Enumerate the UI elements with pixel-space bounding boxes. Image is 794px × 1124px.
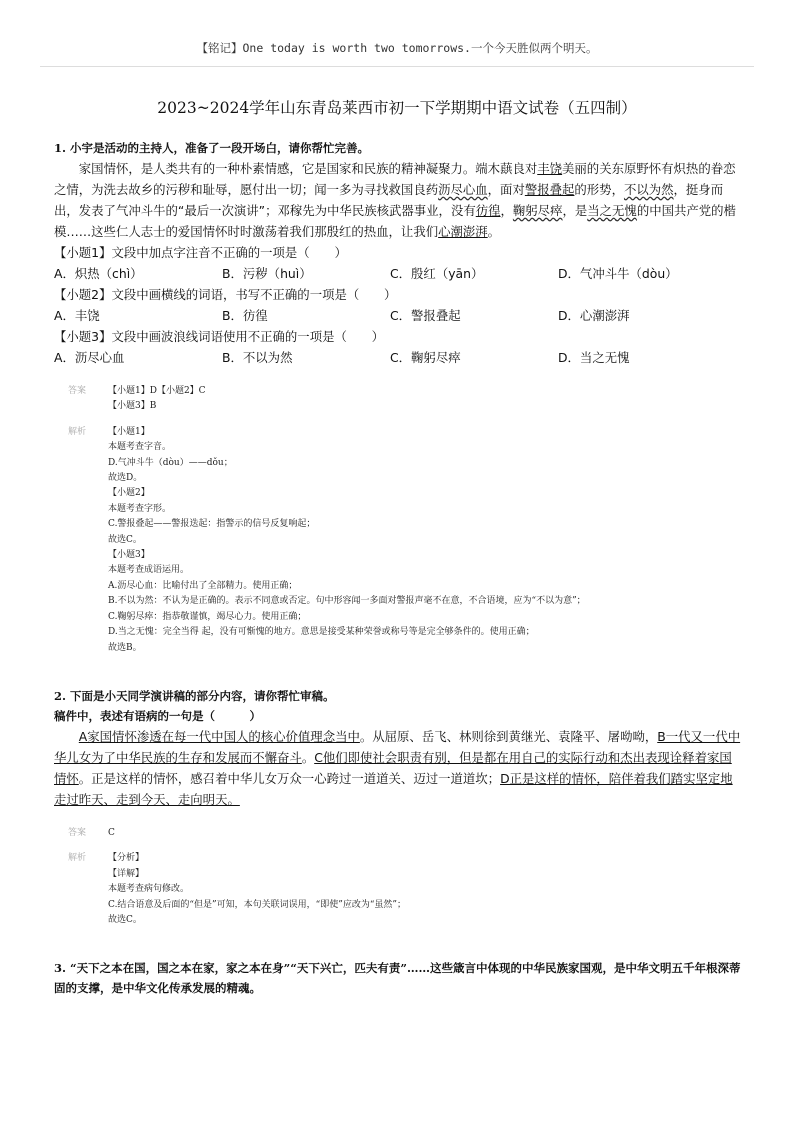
q2-passage: A家国情怀渗透在每一代中国人的核心价值理念当中。从屈原、岳飞、林则徐到黄继光、袁隆平、屠呦呦，B一代又一代中华儿女为了中华民族的生存和发展而不懈奋斗。C他们即使社会职责有别，但是都在用自己的实际行动和杰出表现诠释着家国情怀。正是这样的情怀，感召着中华儿女万众一心跨过一道道关、迈过一道道坎；D正是这样的情怀，陪伴着我们踏实坚定地走过昨天、走到今天、走向明天。 — [54, 728, 741, 807]
analysis-line: B.不以为然：不认为是正确的。表示不同意或否定。句中形容闻一多面对警报声毫不在意，不合语境，应为“不以为意”； — [108, 596, 586, 607]
answer-label: 答案 — [68, 386, 87, 396]
q1-subquestion-1: 【小题1】文段中加点字注音不正确的一项是（ ） — [54, 245, 347, 260]
underlined-word: 警报叠起 — [524, 182, 575, 197]
wavy-word: 鞠躬尽瘁 — [512, 203, 563, 218]
wavy-word: 当之无愧 — [587, 203, 637, 218]
analysis-line: C.警报叠起——警报迭起：指警示的信号反复响起； — [108, 519, 316, 530]
option-a: A．炽热（chì） — [54, 266, 143, 281]
option-c: C．警报叠起 — [390, 308, 461, 323]
q1-sub3-options — [54, 347, 744, 368]
analysis-line: C.鞠躬尽瘁：指恭敬谨慎，竭尽心力。使用正确； — [108, 611, 307, 622]
q2-analysis — [68, 851, 744, 928]
analysis-label: 解析 — [68, 426, 87, 437]
exam-content — [54, 138, 744, 998]
underlined-word: 彷徨 — [475, 203, 501, 218]
analysis-line: 【分析】 — [108, 853, 145, 864]
option-b: B．不以为然 — [222, 350, 293, 365]
q1-sub2-options — [54, 305, 744, 326]
underlined-word: 心潮澎湃 — [438, 224, 488, 239]
analysis-line: 【详解】 — [108, 868, 145, 879]
analysis-line: 【小题3】 — [108, 550, 150, 561]
sentence-d: D正是这样的情怀，陪伴着我们踏实坚定地走过昨天、走到今天、走向明天。 — [54, 770, 733, 807]
analysis-line: 故选C。 — [108, 914, 142, 925]
wavy-word: 不以为然 — [623, 182, 674, 197]
analysis-line: 故选C。 — [108, 534, 142, 545]
analysis-line: 本题考查字形。 — [108, 503, 172, 514]
analysis-label: 解析 — [68, 853, 87, 864]
motto-header: 【铭记】One today is worth two tomorrows.一个今天胜似两个明天。 — [196, 41, 598, 55]
q1-analysis — [68, 425, 744, 656]
option-b: B．彷徨 — [222, 308, 268, 323]
q2-prompt: 稿件中，表述有语病的一句是（ ） — [54, 708, 261, 723]
analysis-line: D.当之无愧：完全当得 起，没有可惭愧的地方。意思是接受某种荣誉或称号等是完全够条件的。使用正确； — [108, 627, 535, 638]
q2-answer — [68, 826, 744, 841]
analysis-line: A.沥尽心血：比喻付出了全部精力。使用正确； — [108, 580, 298, 591]
q1-subquestion-2: 【小题2】文段中画横线的词语，书写不正确的一项是（ ） — [54, 287, 397, 302]
answer-label: 答案 — [68, 827, 87, 838]
page-title: 2023~2024学年山东青岛莱西市初一下学期期中语文试卷（五四制） — [157, 99, 637, 117]
q1-stem: 1. 小宇是活动的主持人，准备了一段开场白，请你帮忙完善。 — [54, 141, 370, 155]
analysis-line: 故选D。 — [108, 473, 143, 484]
dotted-word: 炽热 — [673, 161, 699, 176]
analysis-line: 【小题2】 — [108, 488, 150, 499]
option-a: A．沥尽心血 — [54, 350, 125, 365]
wavy-word: 沥尽心血 — [438, 182, 488, 197]
option-b: B．污秽（huì） — [222, 266, 312, 281]
analysis-line: D.气冲斗牛（dòu）——dǒu； — [108, 457, 233, 468]
answer-line: C — [108, 827, 115, 838]
q1-sub1-options — [54, 263, 744, 284]
q1-subquestion-3: 【小题3】文段中画波浪线词语使用不正确的一项是（ ） — [54, 329, 385, 344]
option-d: D．心潮澎湃 — [558, 308, 630, 323]
analysis-line: 本题考查字音。 — [108, 442, 172, 453]
dotted-word: 污秽 — [165, 182, 191, 197]
q2-stem: 2. 下面是小天同学演讲稿的部分内容，请你帮忙审稿。 — [54, 688, 335, 703]
answer-line: 【小题3】B — [108, 401, 157, 412]
underlined-word: 丰饶 — [537, 161, 563, 176]
option-a: A．丰饶 — [54, 308, 100, 323]
q1-passage: 家国情怀，是人类共有的一种朴素情感，它是国家和民族的精神凝聚力。端木蕻良对丰饶美丽的关东原野怀有炽热的眷恋之情，为洗去故乡的污秽和耻辱，愿付出一切；闻一多为寻找救国良药沥尽心血，面对警报叠起的形势，不以为然，挺身而出，发表了气冲斗牛的“最后一次演讲”；邓稼先为中华民族核武器事业，没有彷徨，鞠躬尽瘁，是当之无愧的中国共产党的楷模……这些仁人志士的爱国情怀时时激荡着我们那殷红的热血，让我们心潮澎湃。 — [54, 161, 736, 239]
q3-stem: 3. “天下之本在国，国之本在家，家之本在身”“天下兴亡，匹夫有责”……这些箴言中体现的中华民族家国观，是中华文明五千年根深蒂固的支撑，是中华文化传承发展的精魂。 — [54, 961, 741, 996]
option-c: C．殷红（yān） — [390, 266, 484, 281]
q1-answer — [68, 384, 744, 415]
sentence-c: C他们即使社会职责有别，但是都在用自己的实际行动和杰出表现诠释着家国情怀 — [54, 749, 732, 786]
dotted-word: 气冲斗牛 — [115, 203, 166, 218]
sentence-a: A家国情怀渗透在每一代中国人的核心价值理念当中 — [78, 728, 360, 744]
option-c: C．鞠躬尽瘁 — [390, 350, 461, 365]
sentence-b: B一代又一代中华儿女为了中华民族的生存和发展而不懈奋斗 — [54, 728, 741, 765]
analysis-line: 本题考查病句修改。 — [108, 884, 190, 895]
analysis-line: C.结合语意及后面的“但是”可知，本句关联词误用，“即使”应改为“虽然”； — [108, 899, 407, 910]
option-d: D．气冲斗牛（dòu） — [558, 266, 678, 281]
option-d: D．当之无愧 — [558, 350, 630, 365]
answer-line: 【小题1】D【小题2】C — [108, 386, 206, 396]
analysis-line: 本题考查成语运用。 — [108, 565, 190, 576]
analysis-line: 【小题1】 — [108, 426, 150, 437]
dotted-word: 殷红 — [326, 224, 352, 239]
header-divider — [40, 66, 754, 67]
analysis-line: 故选B。 — [108, 642, 142, 653]
